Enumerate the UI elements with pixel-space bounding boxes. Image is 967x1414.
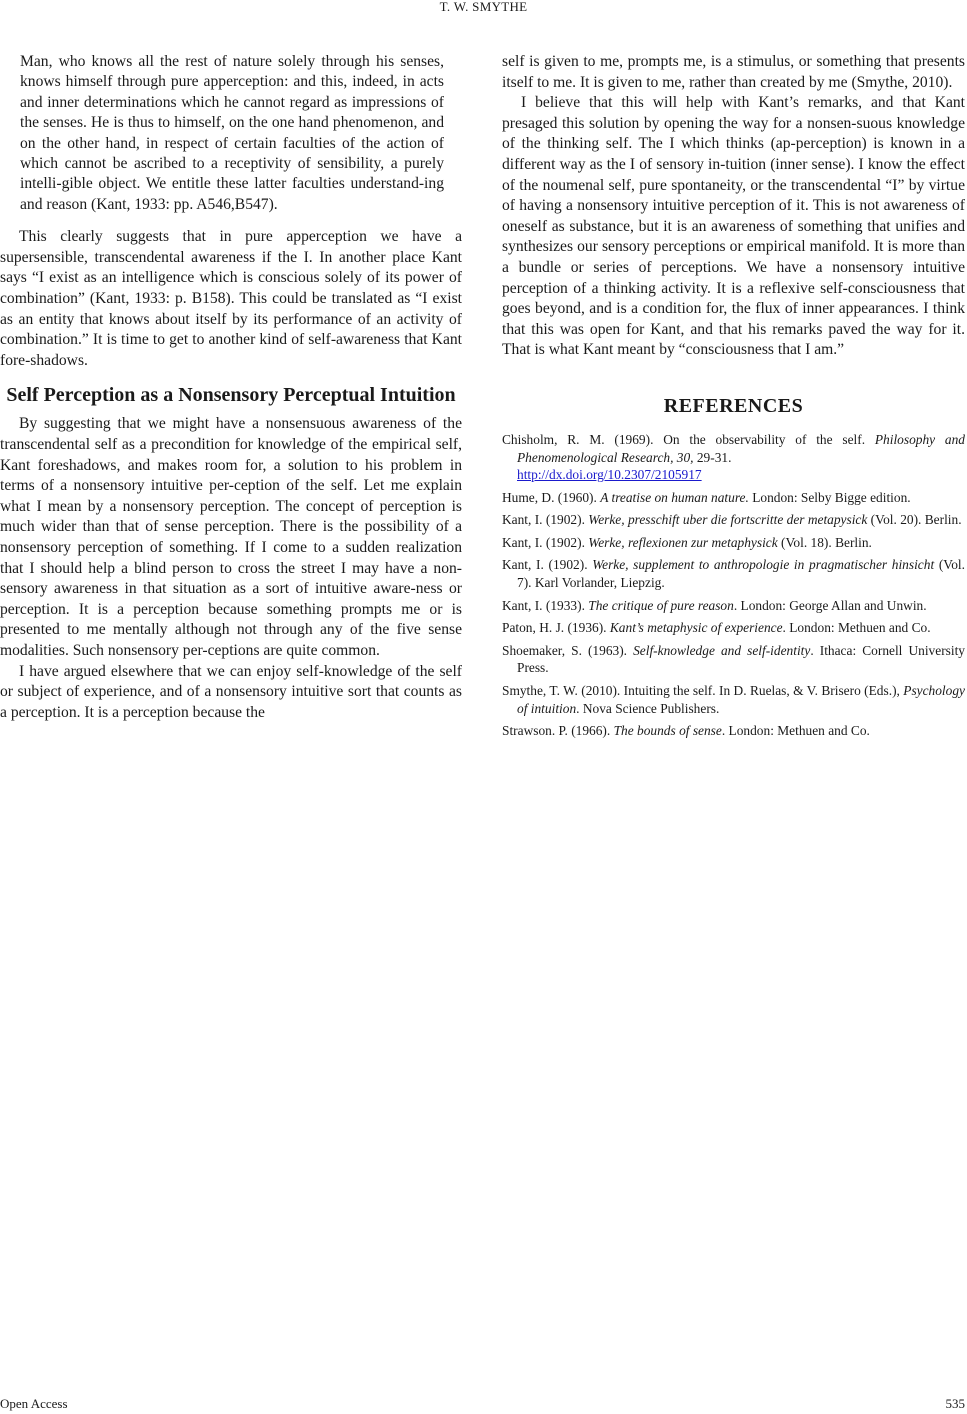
page-number: 535: [945, 1396, 965, 1411]
running-head: T. W. SMYTHE: [439, 0, 528, 14]
reference-list: [502, 431, 965, 740]
paragraph: self is given to me, prompts me, is a stimulus, or something that presents itself to me. It is given to me, rather than created by me (Smythe, 2010).: [502, 53, 965, 91]
reference-item: Strawson. P. (1966). The bounds of sense. London: Methuen and Co.: [502, 723, 870, 739]
reference-item: Chisholm, R. M. (1969). On the observability of the self. Philosophy and Phenomenological Research, 30, 29-31. http://dx.doi.org/10.2307/2105917: [502, 431, 965, 483]
paragraph: This clearly suggests that in pure apperception we have a supersensible, transcendental awareness if the I. In another place Kant says “I exist as an intelligence which is conscious solely of its power of combination” (Kant, 1933: p. B158). This could be translated as “I exist as an entity that knows about itself by its performance of an activity of combination.” It is time to get to another kind of self-awareness that Kant fore-shadows.: [0, 228, 462, 369]
section-heading: Self Perception as a Nonsensory Perceptual Intuition: [6, 384, 456, 407]
paragraph: I believe that this will help with Kant’s remarks, and that Kant presaged this solution by opening the way for a nonsen-suous knowledge of the thinking self. The I which thinks (ap-perception) is known in a different way as the I of sensory in-tuition (inner sense). I know the effect of the noumenal self, pure spontaneity, or the transcendental “I” by virtue of having a nonsensory intuitive perception of it. This is not awareness of oneself as substance, but it is an awareness of something that unifies and synthesizes our sensory perceptions or empirical manifold. It is more than a bundle or series of perceptions. We have a nonsensory intuitive perception of a thinking activity. It is a reflexive self-consciousness that goes beyond, and is a condition for, the flux of inner appearances. I think that this was open for Kant, and that his remarks paved the way for it. That is what Kant meant by “consciousness that I am.”: [502, 94, 965, 359]
doi-link[interactable]: http://dx.doi.org/10.2307/2105917: [517, 467, 702, 483]
reference-item: Paton, H. J. (1936). Kant’s metaphysic of experience. London: Methuen and Co.: [502, 620, 931, 636]
reference-item: Kant, I. (1902). Werke, reflexionen zur metaphysick (Vol. 18). Berlin.: [502, 534, 872, 550]
paragraph: I have argued elsewhere that we can enjoy self-knowledge of the self or subject of experience, and of a nonsensory intuitive sort that counts as a perception. It is a perception because the: [0, 662, 462, 721]
right-column: [502, 52, 965, 745]
references-heading: REFERENCES: [663, 394, 804, 417]
reference-item: Kant, I. (1933). The critique of pure reason. London: George Allan and Unwin.: [502, 597, 927, 613]
reference-item: Smythe, T. W. (2010). Intuiting the self. In D. Ruelas, & V. Brisero (Eds.), Psychology of intuition. Nova Science Publishers.: [502, 683, 965, 716]
reference-item: Kant, I. (1902). Werke, presschift uber die fortscritte der metapysick (Vol. 20). Berlin.: [502, 512, 962, 528]
block-quote: Man, who knows all the rest of nature solely through his senses, knows himself through pure apperception: and this, indeed, in acts and inner determinations which he cannot regard as impressions of the senses. He is thus to himself, on the one hand phenomenon, and on the other hand, in respect of certain faculties of the action of which cannot be ascribed to a receptivity of sensibility, a purely intelli-gible object. We entitle these latter faculties understand-ing and reason (Kant, 1933: pp. A546,B547).: [20, 53, 444, 213]
reference-item: Kant, I. (1902). Werke, supplement to anthropologie in pragmatischer hinsicht (Vol. 7). Karl Vorlander, Liepzig.: [502, 557, 965, 591]
reference-item: Hume, D. (1960). A treatise on human nature. London: Selby Bigge edition.: [502, 489, 911, 505]
footer-open-access: Open Access: [0, 1396, 68, 1411]
left-column: [0, 52, 462, 723]
paragraph: By suggesting that we might have a nonsensuous awareness of the transcendental self as a precondition for knowledge of the empirical self, Kant foreshadows, and makes room for, a solution to his problem in terms of a nonsensory intuitive per-ception of the self. Let me explain what I mean by a nonsensory perception. The concept of perception is much wider than that of sense perception. There is the possibility of a nonsensory perception of something. If I come to a sudden realization that I should help a blind person to cross the street I may have a non-sensory awareness in that situation as a sort of intuitive aware-ness or perception. It is a perception because something prompts me or is presented to me mentally although not through any of the five sense modalities. Such nonsensory per-ceptions are quite common.: [0, 415, 462, 659]
reference-item: Shoemaker, S. (1963). Self-knowledge and self-identity. Ithaca: Cornell University Press.: [502, 642, 965, 676]
